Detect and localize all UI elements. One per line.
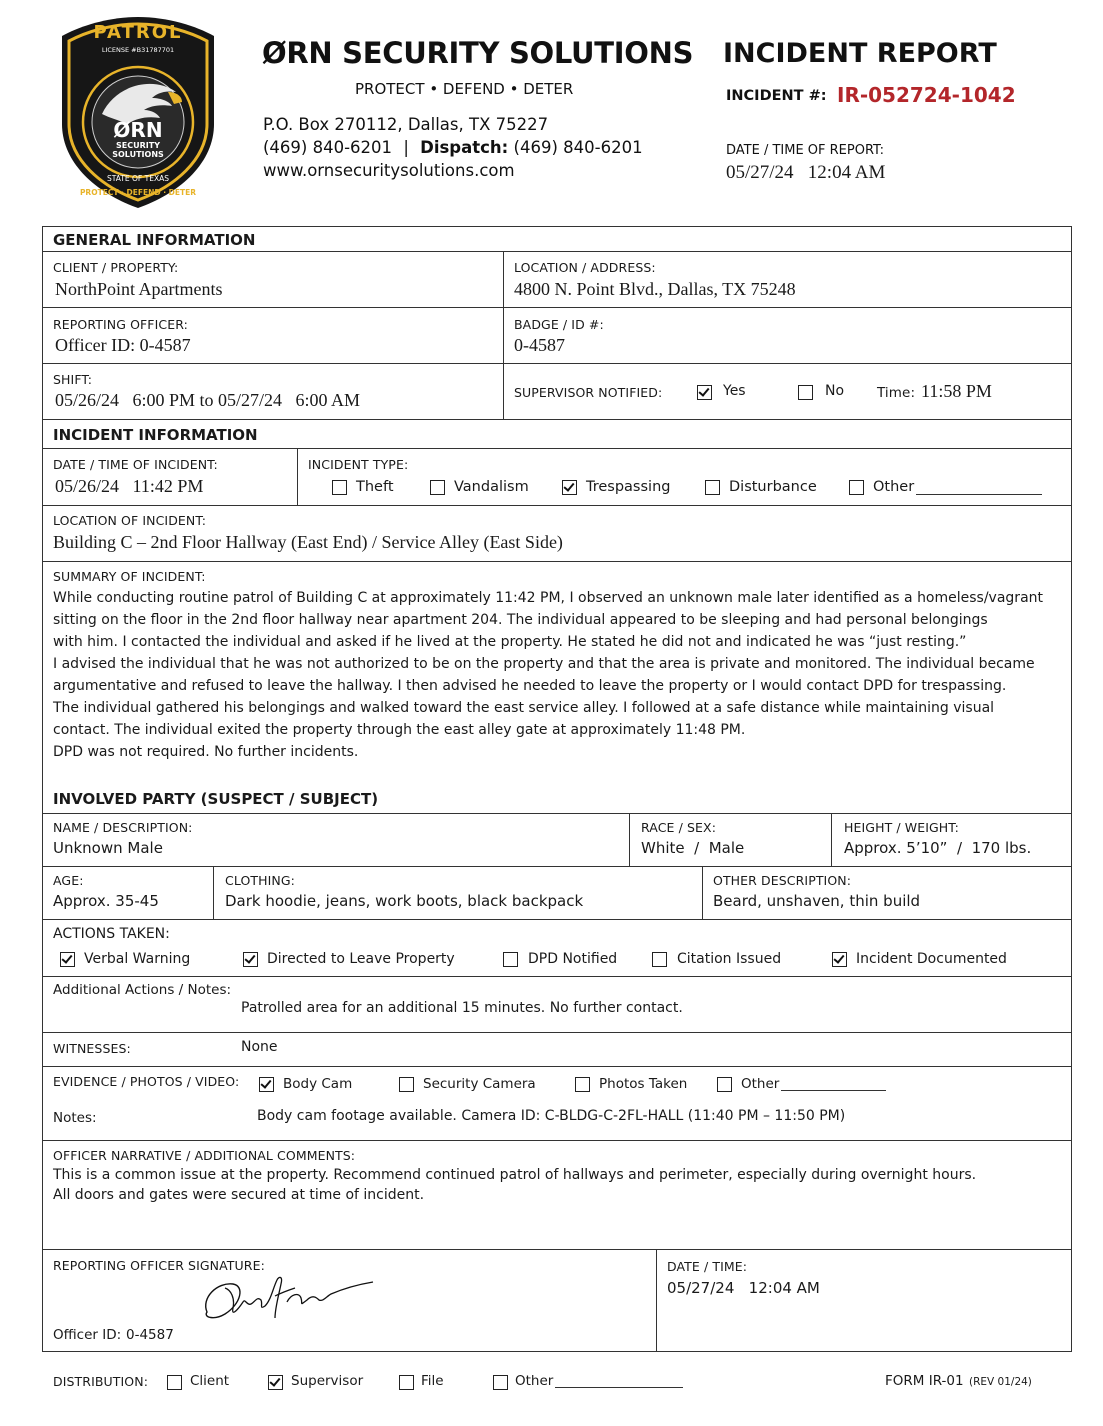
type-disturbance-label: Disturbance bbox=[729, 479, 817, 495]
dist-supervisor-label: Supervisor bbox=[291, 1373, 364, 1389]
phone-separator: | bbox=[403, 138, 409, 157]
incident-location-field[interactable]: Building C – 2nd Floor Hallway (East End) / Service Alley (East Side) bbox=[53, 532, 563, 552]
distribution-label: DISTRIBUTION: bbox=[53, 1374, 149, 1389]
type-other-blank[interactable] bbox=[916, 494, 1042, 495]
party-clothing-label: CLOTHING: bbox=[225, 873, 295, 888]
actions-heading: ACTIONS TAKEN: bbox=[53, 926, 170, 942]
action-incident-documented-label: Incident Documented bbox=[856, 951, 1007, 967]
client-label: CLIENT / PROPERTY: bbox=[53, 260, 179, 275]
summary-line: The individual gathered his belongings and walked toward the east service alley. I followed at a safe distance while maintaining visual bbox=[53, 700, 995, 716]
witnesses-label: WITNESSES: bbox=[53, 1041, 131, 1056]
party-other-label: OTHER DESCRIPTION: bbox=[713, 873, 852, 888]
action-directed-leave-label: Directed to Leave Property bbox=[267, 951, 455, 967]
general-info-heading: GENERAL INFORMATION bbox=[53, 231, 256, 249]
action-dpd-notified-checkbox[interactable] bbox=[503, 952, 518, 967]
action-citation-issued-checkbox[interactable] bbox=[652, 952, 667, 967]
supervisor-yes-label: Yes bbox=[723, 383, 746, 399]
supervisor-no-label: No bbox=[825, 383, 845, 399]
additional-notes-field[interactable]: Patrolled area for an additional 15 minutes. No further contact. bbox=[241, 1000, 683, 1016]
party-height-weight-field[interactable]: Approx. 5’10” / 170 lbs. bbox=[844, 839, 1032, 857]
narrative-label: OFFICER NARRATIVE / ADDITIONAL COMMENTS: bbox=[53, 1148, 356, 1163]
location-address-field[interactable]: 4800 N. Point Blvd., Dallas, TX 75248 bbox=[514, 279, 796, 299]
summary-line: sitting on the floor in the 2nd floor hallway near apartment 204. The individual appeared to be sleeping and had personal belongings bbox=[53, 612, 988, 628]
logo-name-text: ØRN bbox=[113, 118, 163, 142]
incident-datetime-label: DATE / TIME OF INCIDENT: bbox=[53, 457, 218, 472]
incident-type-label: INCIDENT TYPE: bbox=[308, 457, 409, 472]
dist-other-blank[interactable] bbox=[555, 1387, 683, 1388]
narrative-line[interactable]: This is a common issue at the property. Recommend continued patrol of hallways and perimeter, especially during overnight hours. bbox=[53, 1167, 977, 1183]
summary-line: I advised the individual that he was not authorized to be on the property and that the area is private and monitored. The individual became bbox=[53, 656, 1035, 672]
evidence-security-camera-label: Security Camera bbox=[423, 1076, 536, 1092]
party-race-field[interactable]: White / Male bbox=[641, 839, 745, 857]
additional-notes-label: Additional Actions / Notes: bbox=[53, 982, 232, 998]
action-verbal-warning-label: Verbal Warning bbox=[84, 951, 191, 967]
summary-text[interactable] bbox=[53, 587, 1063, 763]
narrative-line[interactable]: All doors and gates were secured at time of incident. bbox=[53, 1187, 425, 1203]
supervisor-no-checkbox[interactable] bbox=[798, 385, 813, 400]
supervisor-notified-label: SUPERVISOR NOTIFIED: bbox=[514, 385, 663, 400]
badge-id-label: BADGE / ID #: bbox=[514, 317, 604, 332]
badge-id-field[interactable]: 0-4587 bbox=[514, 335, 565, 355]
party-other-field[interactable]: Beard, unshaven, thin build bbox=[713, 892, 921, 910]
reporting-officer-label: REPORTING OFFICER: bbox=[53, 317, 188, 332]
action-citation-issued-label: Citation Issued bbox=[677, 951, 782, 967]
evidence-security-camera-checkbox[interactable] bbox=[399, 1077, 414, 1092]
type-vandalism-checkbox[interactable] bbox=[430, 480, 445, 495]
logo-license-text: LICENSE #B31787701 bbox=[101, 46, 175, 54]
summary-line: DPD was not required. No further incidents. bbox=[53, 744, 359, 760]
action-incident-documented-checkbox[interactable] bbox=[832, 952, 847, 967]
logo-line1-text: SECURITY bbox=[116, 141, 160, 150]
logo-line2-text: SOLUTIONS bbox=[112, 150, 164, 159]
dist-other-label: Other bbox=[515, 1373, 554, 1389]
evidence-photos-taken-checkbox[interactable] bbox=[575, 1077, 590, 1092]
reporting-officer-field[interactable]: Officer ID: 0-4587 bbox=[55, 335, 191, 355]
company-tagline: PROTECT • DEFEND • DETER bbox=[355, 80, 574, 98]
shift-field[interactable]: 05/26/24 6:00 PM to 05/27/24 6:00 AM bbox=[55, 390, 361, 410]
dispatch-phone: (469) 840-6201 bbox=[513, 138, 643, 157]
incident-number: IR-052724-1042 bbox=[837, 83, 1016, 107]
type-other-checkbox[interactable] bbox=[849, 480, 864, 495]
evidence-other-checkbox[interactable] bbox=[717, 1077, 732, 1092]
summary-line: While conducting routine patrol of Building C at approximately 11:42 PM, I observed an unknown male later identified as a homeless/vagrant bbox=[53, 590, 1044, 606]
logo-patrol-text: PATROL bbox=[93, 22, 183, 43]
signature-officer-label: Officer ID: bbox=[53, 1327, 122, 1343]
company-logo-badge bbox=[58, 14, 218, 210]
supervisor-time-field[interactable]: 11:58 PM bbox=[921, 381, 992, 401]
action-directed-leave-checkbox[interactable] bbox=[243, 952, 258, 967]
type-trespassing-label: Trespassing bbox=[586, 479, 671, 495]
party-name-label: NAME / DESCRIPTION: bbox=[53, 820, 193, 835]
involved-party-heading: INVOLVED PARTY (SUSPECT / SUBJECT) bbox=[53, 790, 379, 808]
type-vandalism-label: Vandalism bbox=[454, 479, 529, 495]
form-revision: (REV 01/24) bbox=[969, 1376, 1032, 1388]
location-address-label: LOCATION / ADDRESS: bbox=[514, 260, 656, 275]
evidence-other-label: Other bbox=[741, 1076, 780, 1092]
signature-date-field[interactable]: 05/27/24 12:04 AM bbox=[667, 1279, 820, 1297]
dist-supervisor-checkbox[interactable] bbox=[268, 1375, 283, 1390]
incident-location-label: LOCATION OF INCIDENT: bbox=[53, 513, 207, 528]
officer-signature[interactable] bbox=[195, 1268, 380, 1328]
summary-line: contact. The individual exited the property through the east alley gate at approximately 11:48 PM. bbox=[53, 722, 746, 738]
company-name: ØRN SECURITY SOLUTIONS bbox=[262, 36, 694, 70]
dist-file-checkbox[interactable] bbox=[399, 1375, 414, 1390]
evidence-body-cam-checkbox[interactable] bbox=[259, 1077, 274, 1092]
party-clothing-field[interactable]: Dark hoodie, jeans, work boots, black backpack bbox=[225, 892, 584, 910]
party-age-label: AGE: bbox=[53, 873, 84, 888]
incident-info-heading: INCIDENT INFORMATION bbox=[53, 426, 258, 444]
type-trespassing-checkbox[interactable] bbox=[562, 480, 577, 495]
party-age-field[interactable]: Approx. 35-45 bbox=[53, 892, 159, 910]
witnesses-field[interactable]: None bbox=[241, 1039, 278, 1055]
company-phone: (469) 840-6201 bbox=[263, 138, 393, 157]
incident-datetime-field[interactable]: 05/26/24 11:42 PM bbox=[55, 476, 204, 496]
signature-label: REPORTING OFFICER SIGNATURE: bbox=[53, 1258, 265, 1273]
summary-line: argumentative and refused to leave the hallway. I then advised he needed to leave the property or I would contact DPD for trespassing. bbox=[53, 678, 1007, 694]
type-other-label: Other bbox=[873, 479, 915, 495]
action-dpd-notified-label: DPD Notified bbox=[528, 951, 618, 967]
report-title: INCIDENT REPORT bbox=[723, 38, 997, 69]
evidence-notes-label: Notes: bbox=[53, 1110, 97, 1126]
dispatch-label: Dispatch: bbox=[420, 138, 509, 157]
type-theft-label: Theft bbox=[356, 479, 394, 495]
company-website: www.ornsecuritysolutions.com bbox=[263, 161, 515, 180]
logo-motto-text: PROTECT · DEFEND · DETER bbox=[79, 188, 197, 197]
party-height-weight-label: HEIGHT / WEIGHT: bbox=[844, 820, 959, 835]
action-verbal-warning-checkbox[interactable] bbox=[60, 952, 75, 967]
signature-date-label: DATE / TIME: bbox=[667, 1259, 748, 1274]
supervisor-time-label: Time: bbox=[877, 385, 916, 401]
dist-other-checkbox[interactable] bbox=[493, 1375, 508, 1390]
evidence-other-blank[interactable] bbox=[781, 1090, 886, 1091]
evidence-label: EVIDENCE / PHOTOS / VIDEO: bbox=[53, 1074, 240, 1089]
summary-label: SUMMARY OF INCIDENT: bbox=[53, 569, 206, 584]
type-theft-checkbox[interactable] bbox=[332, 480, 347, 495]
dist-client-label: Client bbox=[190, 1373, 230, 1389]
party-race-label: RACE / SEX: bbox=[641, 820, 717, 835]
client-field[interactable]: NorthPoint Apartments bbox=[55, 279, 223, 299]
supervisor-yes-checkbox[interactable] bbox=[697, 385, 712, 400]
type-disturbance-checkbox[interactable] bbox=[705, 480, 720, 495]
logo-state-text: STATE OF TEXAS bbox=[107, 174, 169, 183]
report-datetime-label: DATE / TIME OF REPORT: bbox=[726, 143, 884, 158]
company-address: P.O. Box 270112, Dallas, TX 75227 bbox=[263, 115, 549, 134]
report-datetime: 05/27/24 12:04 AM bbox=[726, 162, 886, 183]
party-name-field[interactable]: Unknown Male bbox=[53, 839, 163, 857]
company-phone-line bbox=[263, 138, 643, 157]
incident-number-label: INCIDENT #: bbox=[726, 88, 827, 104]
evidence-body-cam-label: Body Cam bbox=[283, 1076, 353, 1092]
dist-file-label: File bbox=[421, 1373, 444, 1389]
signature-officer-id: 0-4587 bbox=[126, 1327, 174, 1343]
shift-label: SHIFT: bbox=[53, 372, 93, 387]
form-number: FORM IR-01 bbox=[885, 1373, 964, 1389]
summary-line: with him. I contacted the individual and asked if he lived at the property. He stated he did not and indicated he was “just resting.” bbox=[53, 634, 967, 650]
evidence-notes-field[interactable]: Body cam footage available. Camera ID: C-BLDG-C-2FL-HALL (11:40 PM – 11:50 PM) bbox=[257, 1108, 846, 1124]
dist-client-checkbox[interactable] bbox=[167, 1375, 182, 1390]
evidence-photos-taken-label: Photos Taken bbox=[599, 1076, 688, 1092]
